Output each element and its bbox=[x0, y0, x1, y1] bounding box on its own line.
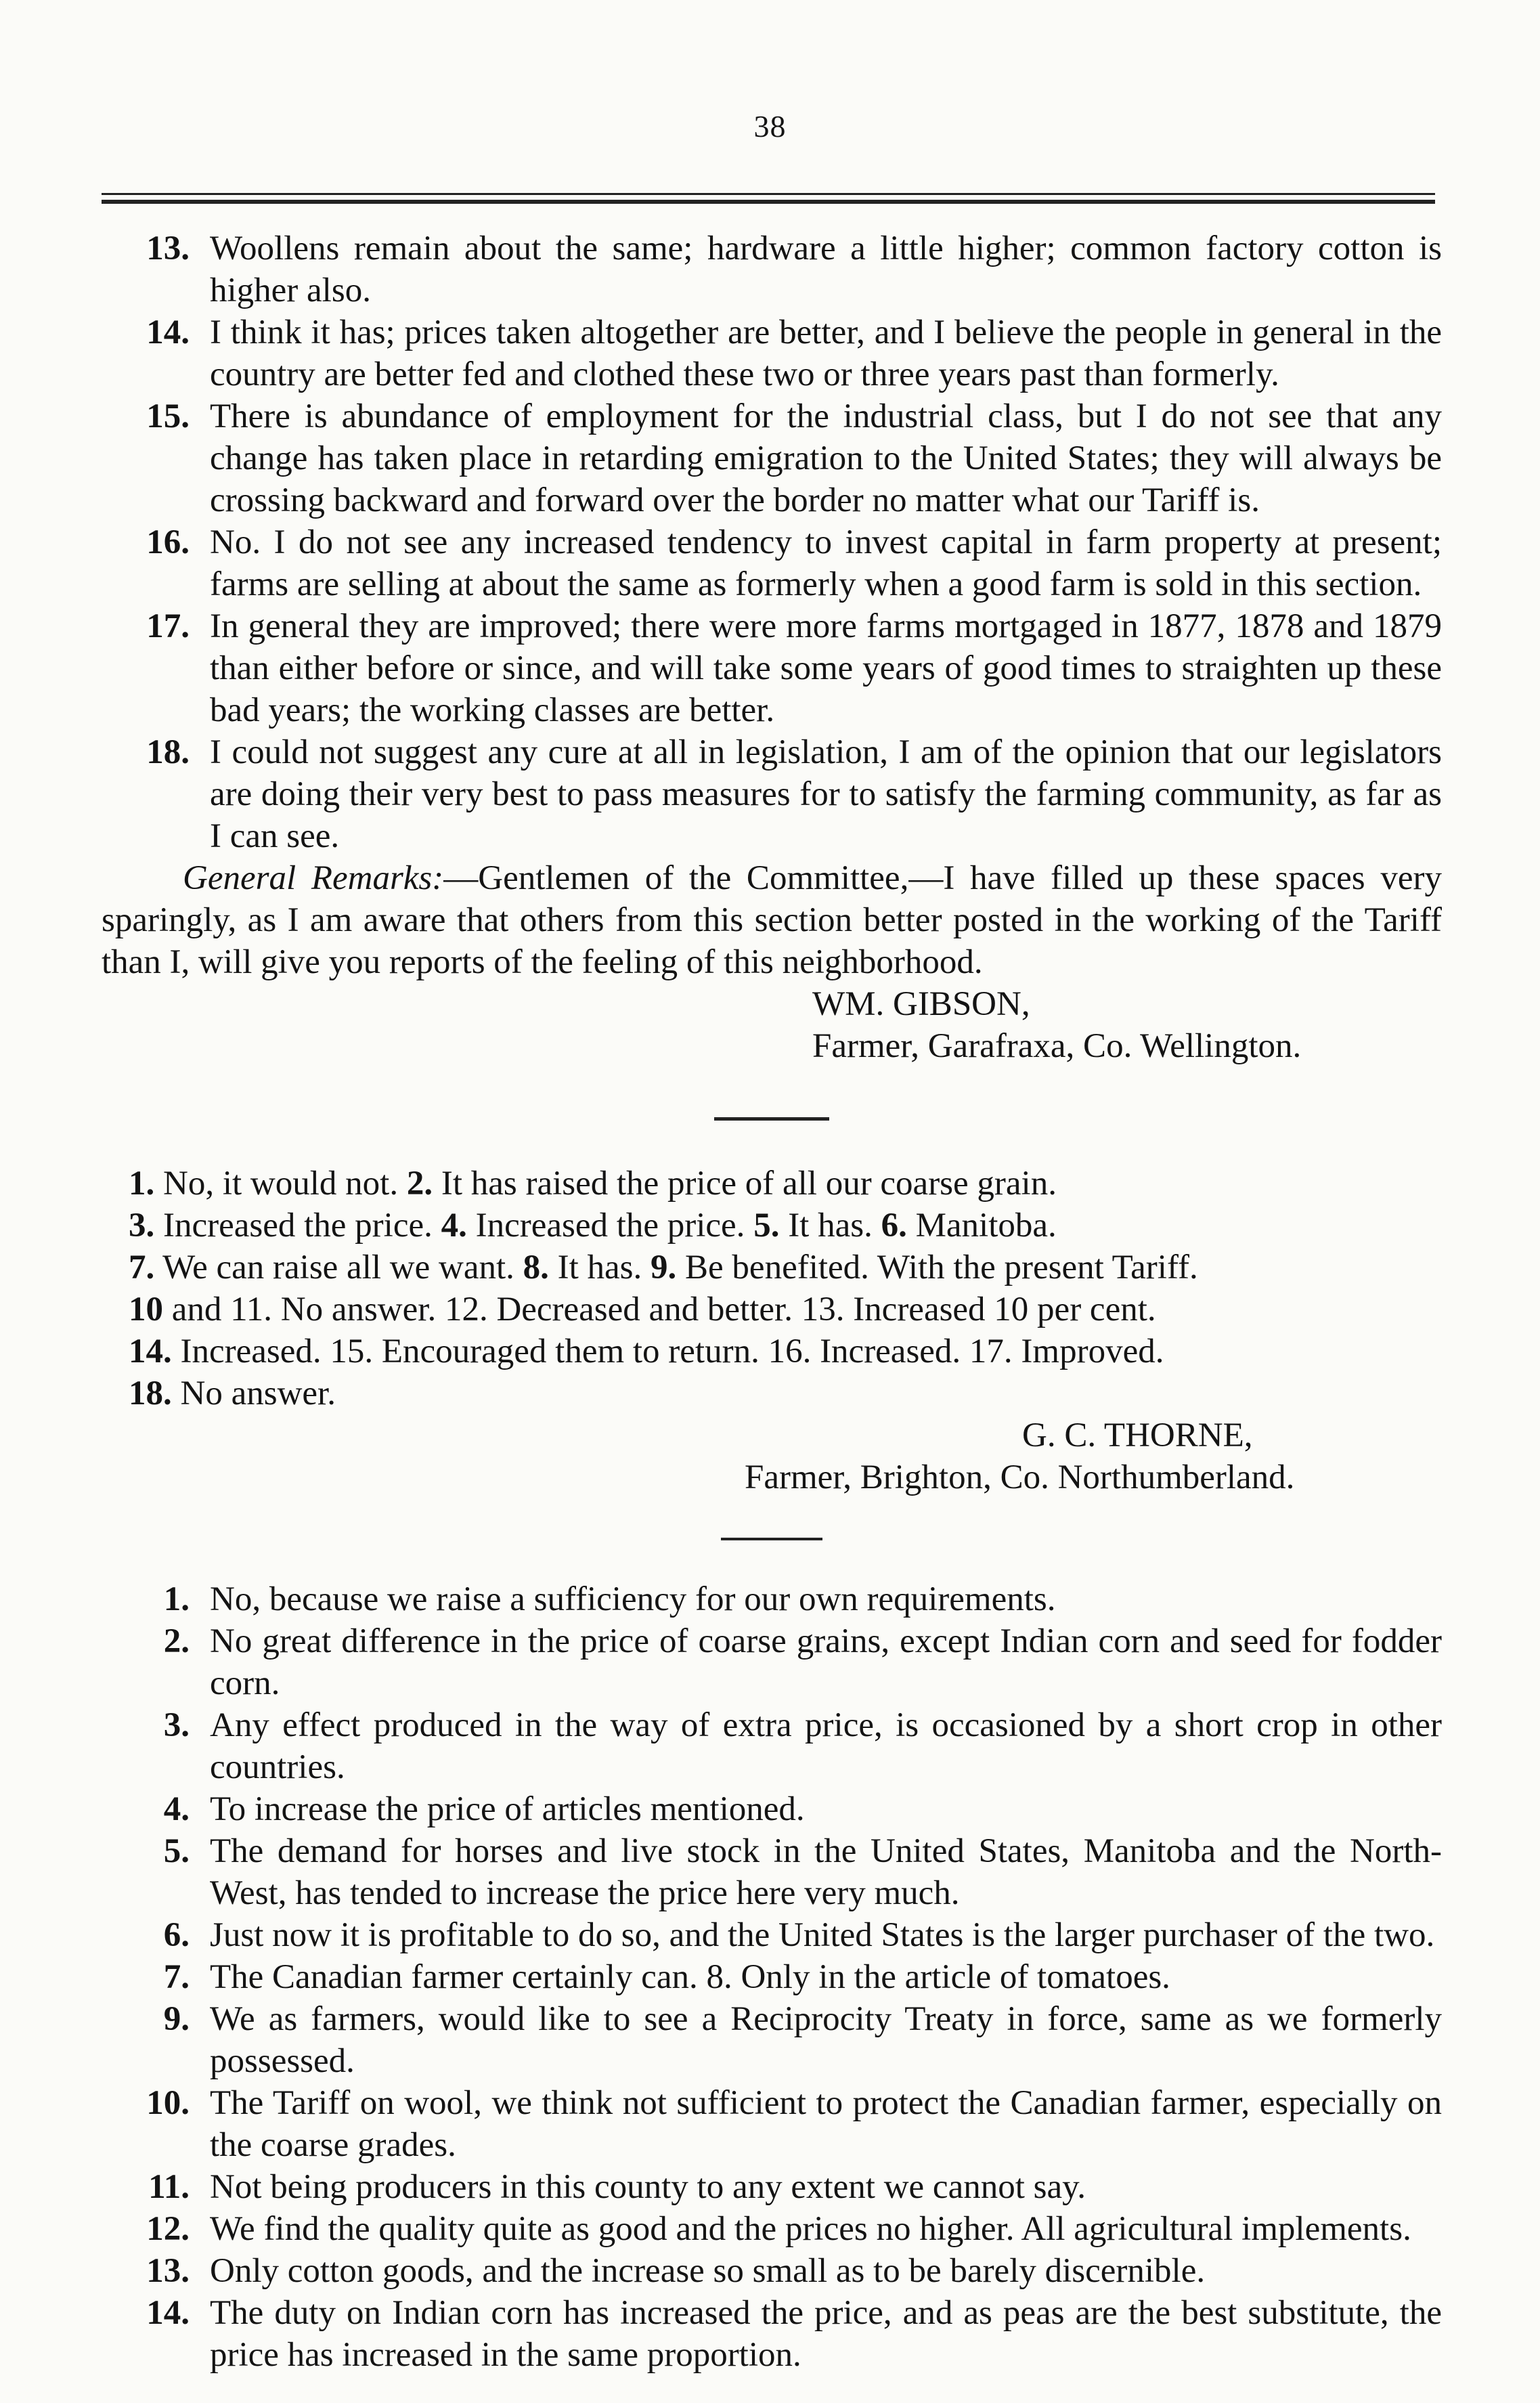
answer-text: No. I do not see any increased tendency to invest capital in farm property at present; farms are selling at about the same as formerly when a good farm is sold in this section. bbox=[210, 523, 1442, 603]
answer-number: 18. bbox=[129, 1374, 172, 1412]
signature-place: Farmer, Garafraxa, Co. Wellington. bbox=[812, 1027, 1302, 1065]
answer-item bbox=[102, 1830, 1442, 1914]
answer-item bbox=[102, 605, 1442, 731]
answer-text: There is abundance of employment for the industrial class, but I do not see that any change has taken place in retarding emigration to the United States; they will always be crossing backward and forward over the border no matter what our Tariff is. bbox=[210, 397, 1442, 519]
answer-number: 14. bbox=[146, 313, 190, 351]
answer-text: To increase the price of articles mentioned. bbox=[210, 1790, 805, 1828]
answer-item bbox=[102, 2166, 1442, 2208]
answer-text: The Canadian farmer certainly can. 8. Only in the article of tomatoes. bbox=[210, 1958, 1170, 1996]
answer-item bbox=[102, 311, 1442, 395]
answer-line bbox=[102, 1289, 1442, 1330]
answer-line bbox=[102, 1163, 1442, 1205]
answer-text: We find the quality quite as good and the prices no higher. All agricultural implements. bbox=[210, 2210, 1411, 2248]
answer-text: Increased. 15. Encouraged them to return. 16. Increased. 17. Improved. bbox=[171, 1333, 1164, 1370]
answer-text: Manitoba. bbox=[906, 1207, 1057, 1244]
answer-item bbox=[102, 1914, 1442, 1956]
signature-place: Farmer, Brighton, Co. Northumberland. bbox=[745, 1458, 1295, 1496]
answer-text: It has. bbox=[779, 1207, 881, 1244]
gibson-reply bbox=[102, 228, 1442, 1067]
answer-text: and 11. No answer. 12. Decreased and better. 13. Increased 10 per cent. bbox=[163, 1291, 1156, 1328]
answer-text: Increased the price. bbox=[154, 1207, 441, 1244]
answer-text: The Tariff on wool, we think not sufficient to protect the Canadian farmer, especially on the coarse grades. bbox=[210, 2084, 1442, 2164]
remarks-text: —Gentlemen of the Committee,—I have filled up these spaces very sparingly, as I am aware that others from this section better posted in the working of the Tariff than I, will give you reports of the feeling of this neighborhood. bbox=[102, 859, 1442, 981]
answer-text: It has. bbox=[548, 1249, 651, 1286]
answer-line bbox=[102, 1330, 1442, 1372]
answer-item bbox=[102, 1788, 1442, 1830]
answer-text: Just now it is profitable to do so, and the United States is the larger purchaser of the two. bbox=[210, 1916, 1435, 1954]
answer-text: No answer. bbox=[171, 1374, 336, 1412]
answer-number: 10 bbox=[129, 1291, 163, 1328]
answer-number: 7. bbox=[129, 1249, 155, 1286]
answer-number: 9. bbox=[163, 2000, 190, 2038]
answer-number: 5. bbox=[753, 1207, 780, 1244]
answer-number: 7. bbox=[163, 1958, 190, 1996]
answer-text: It has raised the price of all our coarse grain. bbox=[433, 1165, 1057, 1203]
thorne-reply bbox=[102, 1163, 1442, 1498]
answer-number: 15. bbox=[146, 397, 190, 435]
answer-text: Woollens remain about the same; hardware a little higher; common factory cotton is higher also. bbox=[210, 230, 1442, 309]
answer-number: 16. bbox=[146, 523, 190, 561]
header-rule-thick bbox=[102, 200, 1435, 204]
answer-text: No, because we raise a sufficiency for our own requirements. bbox=[210, 1580, 1056, 1618]
page-content bbox=[102, 228, 1442, 2376]
answer-text: Any effect produced in the way of extra price, is occasioned by a short crop in other countries. bbox=[210, 1706, 1442, 1786]
answer-item bbox=[102, 731, 1442, 857]
answer-number: 2. bbox=[163, 1622, 190, 1660]
answer-number: 12. bbox=[146, 2210, 190, 2248]
remarks-label: General Remarks: bbox=[183, 859, 444, 897]
header-rule-thin bbox=[102, 193, 1435, 195]
signature-name: WM. GIBSON, bbox=[812, 985, 1030, 1023]
answer-text: The demand for horses and live stock in the United States, Manitoba and the North-West, has tended to increase the price here very much. bbox=[210, 1832, 1442, 1912]
answer-text: Only cotton goods, and the increase so small as to be barely discernible. bbox=[210, 2252, 1206, 2290]
answer-number: 6. bbox=[163, 1916, 190, 1954]
answer-number: 5. bbox=[163, 1832, 190, 1870]
answer-number: 6. bbox=[881, 1207, 907, 1244]
answer-number: 11. bbox=[148, 2168, 190, 2206]
answer-number: 14. bbox=[146, 2294, 190, 2332]
answer-text: No great difference in the price of coarse grains, except Indian corn and seed for fodder corn. bbox=[210, 1622, 1442, 1702]
answer-item bbox=[102, 395, 1442, 521]
answer-item bbox=[102, 2082, 1442, 2166]
answer-number: 13. bbox=[146, 230, 190, 267]
answer-text: The duty on Indian corn has increased the price, and as peas are the best substitute, the price has increased in the same proportion. bbox=[210, 2294, 1442, 2374]
answer-number: 18. bbox=[146, 733, 190, 771]
signature-name: G. C. THORNE, bbox=[1022, 1416, 1253, 1454]
section-divider bbox=[721, 1538, 822, 1540]
answer-item bbox=[102, 2208, 1442, 2250]
answer-number: 8. bbox=[523, 1249, 549, 1286]
answer-item bbox=[102, 2292, 1442, 2376]
answer-number: 1. bbox=[163, 1580, 190, 1618]
answer-number: 13. bbox=[146, 2252, 190, 2290]
answer-text: In general they are improved; there were more farms mortgaged in 1877, 1878 and 1879 than either before or since, and will take some years of good times to straighten up these bad years; the working classes are better. bbox=[210, 607, 1442, 729]
answer-line bbox=[102, 1205, 1442, 1247]
answer-item bbox=[102, 1956, 1442, 1998]
section-divider bbox=[714, 1117, 829, 1121]
answer-item bbox=[102, 1620, 1442, 1704]
answer-line bbox=[102, 1372, 1442, 1414]
answer-number: 4. bbox=[163, 1790, 190, 1828]
answer-number: 1. bbox=[129, 1165, 155, 1203]
answer-item bbox=[102, 1578, 1442, 1620]
general-remarks bbox=[102, 857, 1442, 983]
answer-text: Not being producers in this county to any extent we cannot say. bbox=[210, 2168, 1086, 2206]
answer-item bbox=[102, 1704, 1442, 1788]
answer-number: 9. bbox=[651, 1249, 677, 1286]
answer-number: 4. bbox=[441, 1207, 467, 1244]
answer-line bbox=[102, 1247, 1442, 1289]
third-reply bbox=[102, 1578, 1442, 2376]
answer-text: No, it would not. bbox=[154, 1165, 407, 1203]
answer-text: We can raise all we want. bbox=[154, 1249, 523, 1286]
answer-number: 3. bbox=[129, 1207, 155, 1244]
answer-item bbox=[102, 1998, 1442, 2082]
answer-number: 3. bbox=[163, 1706, 190, 1744]
page-number: 38 bbox=[753, 109, 787, 144]
answer-number: 14. bbox=[129, 1333, 172, 1370]
answer-text: Be benefited. With the present Tariff. bbox=[676, 1249, 1198, 1286]
answer-number: 2. bbox=[406, 1165, 433, 1203]
answer-number: 10. bbox=[146, 2084, 190, 2122]
answer-text: I think it has; prices taken altogether are better, and I believe the people in general in the country are better fed and clothed these two or three years past than formerly. bbox=[210, 313, 1442, 393]
answer-item bbox=[102, 2250, 1442, 2292]
answer-text: Increased the price. bbox=[466, 1207, 754, 1244]
answer-item bbox=[102, 521, 1442, 605]
answer-text: We as farmers, would like to see a Reciprocity Treaty in force, same as we formerly possessed. bbox=[210, 2000, 1442, 2080]
answer-number: 17. bbox=[146, 607, 190, 645]
answer-text: I could not suggest any cure at all in legislation, I am of the opinion that our legislators are doing their very best to pass measures for to satisfy the farming community, as far as I can see. bbox=[210, 733, 1442, 855]
answer-item bbox=[102, 228, 1442, 311]
